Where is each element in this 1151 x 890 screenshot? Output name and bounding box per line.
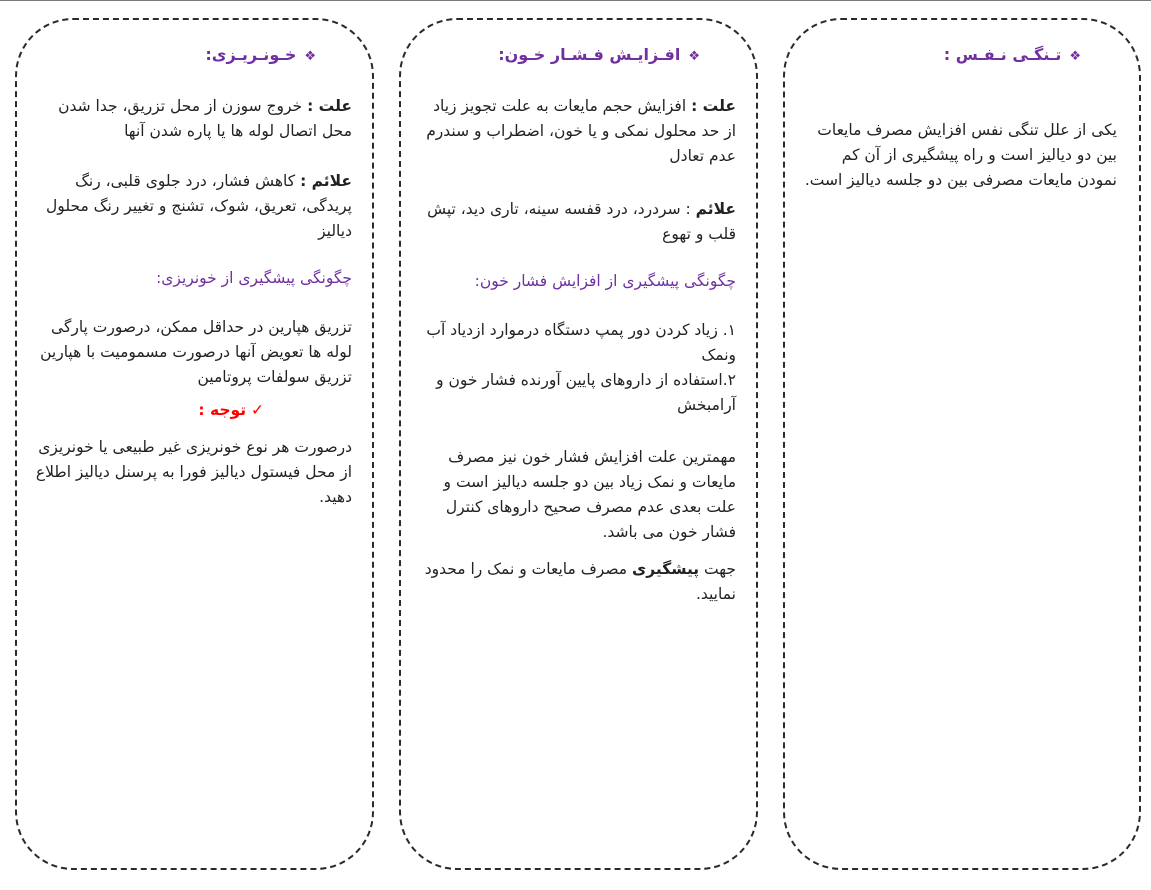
cause-label: علت : [307,97,352,115]
prevention-heading: چگونگی پیشگیری از افزایش فشار خون: [474,272,736,290]
panel-shortness-of-breath [783,18,1141,870]
cause-label: علت : [691,97,736,115]
tip-suffix: مصرف مایعات و نمک را محدود نمایید. [424,560,736,603]
prevention-tip [419,557,736,607]
prevention-text: تزریق هپارین در حداقل ممکن، درصورت پارگی لوله ها تعویض آنها درصورت مسمومیت با هپارین تزریق سولفات پروتامین [40,318,352,386]
panel-title: خـونـریـزی: [205,45,297,64]
cause-text: افزایش حجم مایعات به علت تجویز زیاد از حد محلول نمکی و یا خون، اضطراب و سندرم عدم تعادل [426,97,736,165]
warning-label: توجه : [198,401,247,419]
warning-text: درصورت هر نوع خونریزی غیر طبیعی یا خونریزی از محل فیستول دیالیز فورا به پرسنل دیالیز اطلاع دهید. [35,438,352,506]
symptoms-text: کاهش فشار، درد جلوی قلبی، رنگ پریدگی، تعریق، شوک، تشنج و تغییر رنگ محلول دیالیز [46,172,352,240]
diamond-bullet-icon: ❖ [688,49,700,64]
symptoms-label: علائم : [300,172,352,190]
checkmark-icon: ✓ [251,401,264,419]
warning-heading [35,398,352,423]
panel-high-blood-pressure [399,18,758,870]
panel-body-text: یکی از علل تنگی نفس افزایش مصرف مایعات بین دو دیالیز است و راه پیشگیری از آن کم نمودن مایعات مصرفی بین دو جلسه دیالیز است. [804,121,1117,189]
panel-heading [803,40,1117,70]
prevention-heading: چگونگی پیشگیری از خونریزی: [156,269,352,287]
cause-text: خروج سوزن از محل تزریق، جدا شدن محل اتصال لوله ها یا پاره شدن آنها [58,97,352,140]
panel-heading [35,40,352,70]
symptoms-text: : سردرد، درد قفسه سینه، تاری دید، تپش قلب و تهوع [427,200,736,243]
main-cause-note: مهمترین علت افزایش فشار خون نیز مصرف مایعات و نمک زیاد بین دو جلسه دیالیز است و علت بعدی عدم مصرف صحیح داروهای کنترل فشار خون می باشد. [443,448,736,541]
symptoms-label: علائم [695,200,736,218]
panel-title: افـزایـش فـشـار خـون: [498,45,681,64]
prevention-step-1: ۱. زیاد کردن دور پمپ دستگاه درموارد ازدیاد آب ونمک [426,321,736,364]
cause-paragraph [35,94,352,144]
symptoms-paragraph [419,197,736,247]
panel-title: تـنگـی نـفـس : [943,45,1062,64]
panel-bleeding [15,18,374,870]
prevention-step-2: ۲.استفاده از داروهای پایین آورنده فشار خون و آرامبخش [436,371,736,414]
diamond-bullet-icon: ❖ [304,49,316,64]
panel-heading [419,40,736,70]
cause-paragraph [419,94,736,169]
tip-prefix: جهت [699,560,736,578]
tip-bold-word: پیشگیری [632,560,700,578]
page-top-border [0,0,1151,1]
diamond-bullet-icon: ❖ [1069,49,1081,64]
symptoms-paragraph [35,169,352,244]
